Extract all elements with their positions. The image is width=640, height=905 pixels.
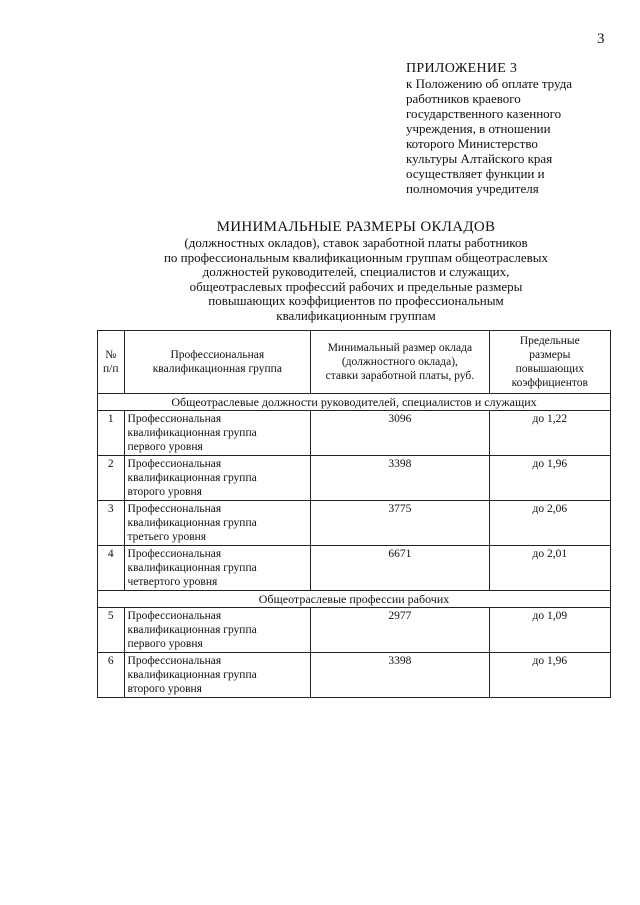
appendix-line: культуры Алтайского края — [406, 151, 553, 166]
row-coef: до 1,96 — [489, 456, 610, 501]
group-text: квалификационная группа — [127, 427, 257, 439]
group-text: второго уровня — [127, 683, 202, 695]
group-text: первого уровня — [127, 441, 203, 453]
row-group — [124, 501, 311, 546]
subtitle-line: (должностных окладов), ставок заработной платы работников — [184, 235, 528, 250]
group-text: квалификационная группа — [127, 517, 257, 529]
group-text: Профессиональная — [127, 655, 222, 667]
group-text: квалификационная группа — [127, 624, 257, 636]
row-coef: до 1,09 — [489, 608, 610, 653]
table-header-row — [98, 331, 611, 394]
group-text: второго уровня — [127, 486, 202, 498]
section-title: Общеотраслевые профессии рабочих — [98, 591, 611, 608]
row-min-salary: 6671 — [311, 546, 489, 591]
header-text: № — [105, 349, 117, 361]
group-text: четвертого уровня — [127, 576, 218, 588]
appendix-line: работников краевого — [406, 91, 521, 106]
row-min-salary: 3398 — [311, 653, 489, 698]
header-text: ставки заработной платы, руб. — [325, 370, 475, 382]
group-text: Профессиональная — [127, 503, 222, 515]
subtitle-line: должностей руководителей, специалистов и служащих, — [202, 264, 510, 279]
page-number: 3 — [597, 31, 605, 47]
row-coef: до 2,06 — [489, 501, 610, 546]
header-text: размеры — [529, 349, 571, 361]
row-group — [124, 546, 311, 591]
section-row — [98, 591, 611, 608]
group-text: первого уровня — [127, 638, 203, 650]
section-title: Общеотраслевые должности руководителей, специалистов и служащих — [98, 394, 611, 411]
row-coef: до 1,96 — [489, 653, 610, 698]
row-group — [124, 411, 311, 456]
main-title: МИНИМАЛЬНЫЕ РАЗМЕРЫ ОКЛАДОВ — [216, 219, 496, 235]
appendix-line: учреждения, в отношении — [406, 121, 551, 136]
row-group — [124, 653, 311, 698]
row-num: 6 — [98, 653, 125, 698]
row-group — [124, 456, 311, 501]
group-text: квалификационная группа — [127, 669, 257, 681]
header-group — [124, 331, 311, 394]
row-coef: до 2,01 — [489, 546, 610, 591]
row-num: 5 — [98, 608, 125, 653]
group-text: Профессиональная — [127, 458, 222, 470]
row-num: 2 — [98, 456, 125, 501]
section-row — [98, 394, 611, 411]
salary-table — [97, 330, 611, 698]
appendix-heading: ПРИЛОЖЕНИЕ 3 — [406, 61, 518, 76]
table-row — [98, 456, 611, 501]
row-min-salary: 3398 — [311, 456, 489, 501]
subtitle-line: по профессиональным квалификационным группам общеотраслевых — [163, 249, 549, 265]
group-text: Профессиональная — [127, 548, 222, 560]
appendix-line: осуществляет функции и — [406, 166, 545, 181]
appendix-line: к Положению об оплате труда — [406, 76, 573, 91]
subtitle-line: квалификационным группам — [276, 307, 436, 323]
header-coef — [489, 331, 610, 394]
group-text: Профессиональная — [127, 413, 222, 425]
row-min-salary: 3775 — [311, 501, 489, 546]
header-min-salary — [311, 331, 489, 394]
appendix-line: полномочия учредителя — [406, 181, 539, 196]
group-text: квалификационная группа — [127, 562, 257, 574]
table-row — [98, 411, 611, 456]
header-text: (должностного оклада), — [341, 356, 458, 368]
header-text: Минимальный размер оклада — [327, 342, 473, 354]
table-row — [98, 653, 611, 698]
appendix-line: государственного казенного — [406, 106, 562, 121]
header-text: коэффициентов — [511, 377, 588, 389]
group-text: Профессиональная — [127, 610, 222, 622]
table-row — [98, 501, 611, 546]
header-text: повышающих — [515, 363, 584, 375]
row-coef: до 1,22 — [489, 411, 610, 456]
row-min-salary: 3096 — [311, 411, 489, 456]
row-group — [124, 608, 311, 653]
subtitle-line: повышающих коэффициентов по профессиональным — [208, 293, 504, 308]
document-title — [100, 219, 612, 323]
appendix-line: которого Министерство — [406, 136, 538, 151]
row-num: 1 — [98, 411, 125, 456]
group-text: третьего уровня — [127, 531, 207, 543]
header-text: Предельные — [519, 335, 580, 347]
row-num: 4 — [98, 546, 125, 591]
header-text: квалификационная группа — [152, 363, 282, 375]
table-row — [98, 608, 611, 653]
subtitle-line: общеотраслевых профессий рабочих и предельные размеры — [189, 278, 523, 294]
group-text: квалификационная группа — [127, 472, 257, 484]
table-row — [98, 546, 611, 591]
header-text: п/п — [103, 363, 119, 375]
appendix-block — [406, 61, 606, 196]
header-num — [98, 331, 125, 394]
header-text: Профессиональная — [170, 349, 265, 361]
row-num: 3 — [98, 501, 125, 546]
row-min-salary: 2977 — [311, 608, 489, 653]
